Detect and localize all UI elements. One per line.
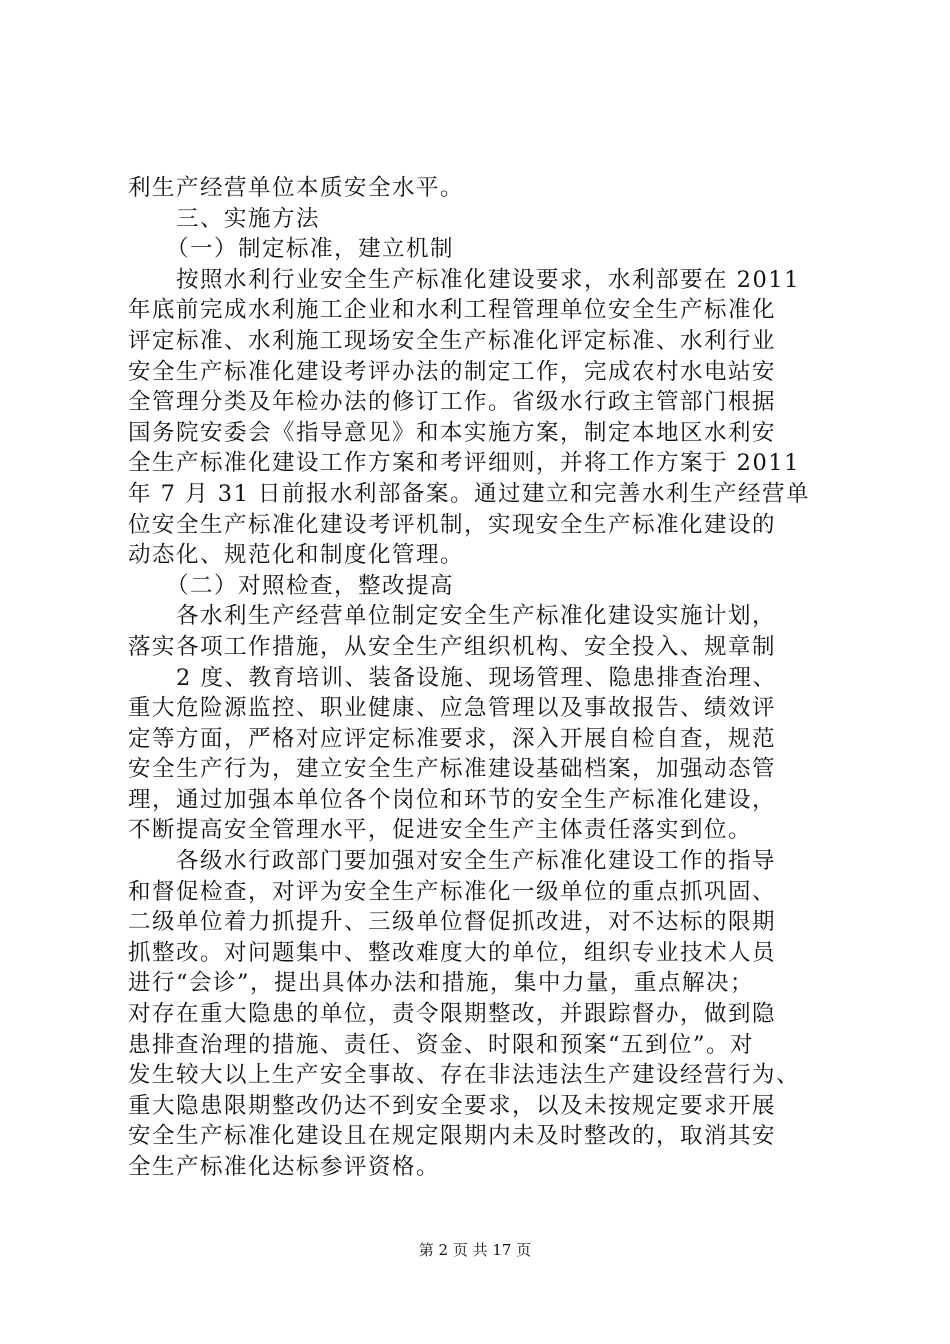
text-line: 全生产标准化建设工作方案和考评细则，并将工作方案于 2011 <box>128 450 800 476</box>
text-line: 各级水行政部门要加强对安全生产标准化建设工作的指导 <box>176 848 777 874</box>
section-heading: 三、实施方法 <box>176 206 321 232</box>
text-line: 年底前完成水利施工企业和水利工程管理单位安全生产标准化 <box>128 297 777 323</box>
text-line: 发生较大以上生产安全事故、存在非法违法生产建设经营行为、 <box>128 1062 801 1088</box>
text-line: 重大危险源监控、职业健康、应急管理以及事故报告、绩效评 <box>128 695 777 721</box>
text-line: 按照水利行业安全生产标准化建设要求，水利部要在 2011 <box>176 267 800 293</box>
text-line: 全生产标准化达标参评资格。 <box>128 1154 441 1180</box>
text-line: 全管理分类及年检办法的修订工作。省级水行政主管部门根据 <box>128 389 777 415</box>
text-line: 重大隐患限期整改仍达不到安全要求，以及未按规定要求开展 <box>128 1093 777 1119</box>
text-line: 抓整改。对问题集中、整改难度大的单位，组织专业技术人员 <box>128 940 777 966</box>
text-line: 患排查治理的措施、责任、资金、时限和预案“五到位”。对 <box>128 1032 755 1058</box>
text-line: 评定标准、水利施工现场安全生产标准化评定标准、水利行业 <box>128 328 777 354</box>
text-line: 安全生产标准化建设且在规定限期内未及时整改的，取消其安 <box>128 1123 777 1149</box>
text-line: 定等方面，严格对应评定标准要求，深入开展自检自查，规范 <box>128 726 777 752</box>
text-line: 位安全生产标准化建设考评机制，实现安全生产标准化建设的 <box>128 512 777 538</box>
text-line: 进行“会诊”，提出具体办法和措施，集中力量，重点解决； <box>128 970 755 996</box>
text-line: 安全生产标准化建设考评办法的制定工作，完成农村水电站安 <box>128 359 777 385</box>
text-line: 国务院安委会《指导意见》和本实施方案，制定本地区水利安 <box>128 420 777 446</box>
text-line: 落实各项工作措施，从安全生产组织机构、安全投入、规章制 <box>128 634 777 660</box>
text-line: 各水利生产经营单位制定安全生产标准化建设实施计划， <box>176 603 777 629</box>
text-line: 不断提高安全管理水平，促进安全生产主体责任落实到位。 <box>128 817 753 843</box>
subsection-heading: （一）制定标准，建立机制 <box>166 236 455 262</box>
subsection-heading: （二）对照检查，整改提高 <box>166 573 455 599</box>
text-line: 2 度、教育培训、装备设施、现场管理、隐患排查治理、 <box>176 665 777 691</box>
text-line: 和督促检查，对评为安全生产标准化一级单位的重点抓巩固、 <box>128 879 777 905</box>
page-number: 第 2 页 共 17 页 <box>418 1241 532 1259</box>
text-line: 对存在重大隐患的单位，责令限期整改，并跟踪督办，做到隐 <box>128 1001 777 1027</box>
text-line: 理，通过加强本单位各个岗位和环节的安全生产标准化建设， <box>128 787 777 813</box>
text-line: 年 7 月 31 日前报水利部备案。通过建立和完善水利生产经营单 <box>128 481 811 507</box>
text-line: 动态化、规范化和制度化管理。 <box>128 542 465 568</box>
text-line: 二级单位着力抓提升、三级单位督促抓改进，对不达标的限期 <box>128 909 777 935</box>
text-line: 利生产经营单位本质安全水平。 <box>128 175 465 201</box>
text-line: 安全生产行为，建立安全生产标准建设基础档案，加强动态管 <box>128 756 777 782</box>
